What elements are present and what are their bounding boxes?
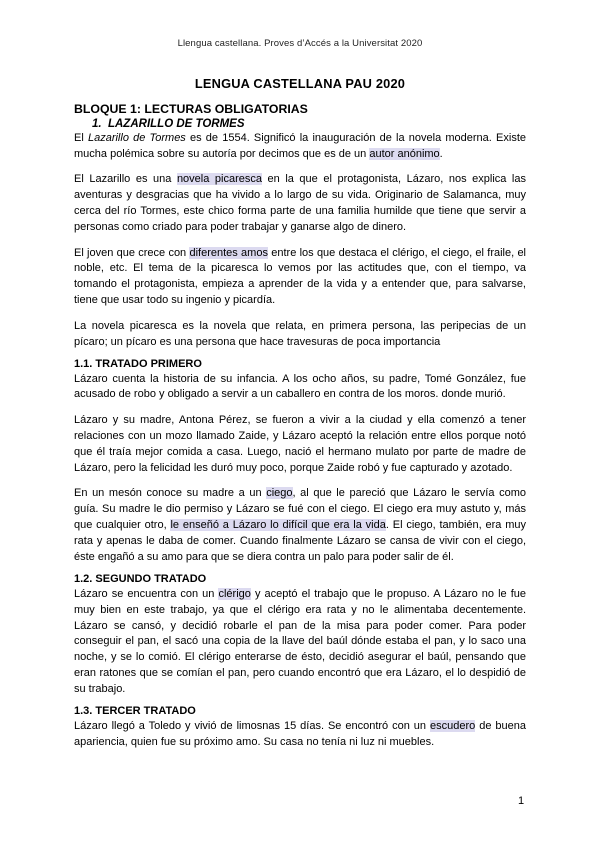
book-title: Lazarillo de Tormes <box>87 131 186 144</box>
paragraph-tratado3: Lázaro llegó a Toledo y vivió de limosnas 15 días. Se encontró con un escudero de buena apariencia, quien fue su próximo amo. Su casa no tenía ni luz ni muebles. <box>74 720 526 748</box>
paragraph-tratado1-a: Lázaro cuenta la historia de su infancia. A los ocho años, su padre, Tomé González, fue acusado de robo y obligado a servir a un caballero en contra de los moros. donde murió. <box>74 372 526 401</box>
running-header: Llengua castellana. Proves d’Accés a la Universitat 2020 <box>177 38 423 49</box>
highlight-escudero: escudero <box>430 720 476 733</box>
highlight-novela-picaresca: novela picaresca <box>176 173 262 186</box>
paragraph-intro: El Lazarillo de Tormes es de 1554. Significó la inauguración de la novela moderna. Existe mucha polémica sobre su autoría por decimos que es de un autor anónimo. <box>74 131 526 160</box>
paragraph-picaresca: El Lazarillo es una novela picaresca en la que el protagonista, Lázaro, nos explica las aventuras y desgracias que ha vivido a lo largo de su vida. Originario de Salamanca, muy cerca del río Tormes, este chico forma parte de una familia humilde que tiene que servir a personas como criado para poder trabajar y ganarse algo de dinero. <box>74 173 526 234</box>
paragraph-amos: El joven que crece con diferentes amos entre los que destaca el clérigo, el ciego, el fraile, el noble, etc. El tema de la picaresca lo vemos por las actitudes que, con el tiempo, va tomando el protagonista, empieza a aprender de la vida y a entender que, para salvarse, tiene que usar todo su ingenio y picardía. <box>74 246 527 307</box>
paragraph-tratado2: Lázaro se encuentra con un clérigo y aceptó el trabajo que le propuso. A Lázaro no le fue muy bien en este trabajo, ya que el clérigo era rata y no le alimentaba decentemente. Lázaro se cansó, y decidió robarle el pan de la misa para poder comer. Para poder conseguir el pan, el sacó una copia de la llave del baúl dónde estaba el pan, y lo saco una noche, y se lo comió. El clérigo enterarse de ésto, decidió asegurar el baúl, pensando que eran ratones que se comían el pan, pero cuando encontró que era Lázaro, el lo despidió de su trabajo. <box>74 587 526 696</box>
subheading-lazarillo: 1. LAZARILLO DE TORMES <box>92 117 245 130</box>
heading-tratado-primero: 1.1. TRATADO PRIMERO <box>74 357 202 370</box>
highlight-ciego: ciego <box>266 487 293 500</box>
paragraph-tratado1-b: Lázaro y su madre, Antona Pérez, se fueron a vivir a la ciudad y ella comenzó a tener relaciones con un mozo llamado Zaide, y Lázaro aceptó la relación entre ellos porque notó que él traía mejor comida a casa. Luego, nació el hermano mulato por parte de madre de Lázaro, pero la felicidad les duró muy poco, porque Zaide robó y fue capturado y azotado. <box>74 413 526 474</box>
document-body <box>74 76 526 760</box>
highlight-ensenanza: le enseñó a Lázaro lo difícil que era la vida <box>170 519 386 531</box>
paragraph-tratado1-c: En un mesón conoce su madre a un ciego, al que le pareció que Lázaro le servía como guía. Su madre le dio permiso y Lázaro se fué con el ciego. El ciego era muy astuto y, más que cualquier otro, le enseñó a Lázaro lo difícil que era la vida. El ciego, también, era muy rata y apenas le daba de comer. Cuando finalmente Lázaro se cansa de vivir con el ciego, éste engañó a su amo para que se diera contra un palo para poder salir de él. <box>74 487 527 563</box>
heading-tercer-tratado: 1.3. TERCER TRATADO <box>74 705 196 718</box>
paragraph-definition: La novela picaresca es la novela que relata, en primera persona, las peripecias de un pícaro; un pícaro es una persona que hace travesuras de poca importancia <box>74 319 526 348</box>
section-heading-bloque: BLOQUE 1: LECTURAS OBLIGATORIAS <box>74 101 308 116</box>
highlight-autor-anonimo: autor anónimo <box>369 147 440 160</box>
document-title: LENGUA CASTELLANA PAU 2020 <box>194 76 406 91</box>
highlight-diferentes-amos: diferentes amos <box>189 246 268 259</box>
page-number: 1 <box>518 795 525 807</box>
highlight-clerigo: clérigo <box>218 587 251 600</box>
heading-segundo-tratado: 1.2. SEGUNDO TRATADO <box>74 572 207 585</box>
